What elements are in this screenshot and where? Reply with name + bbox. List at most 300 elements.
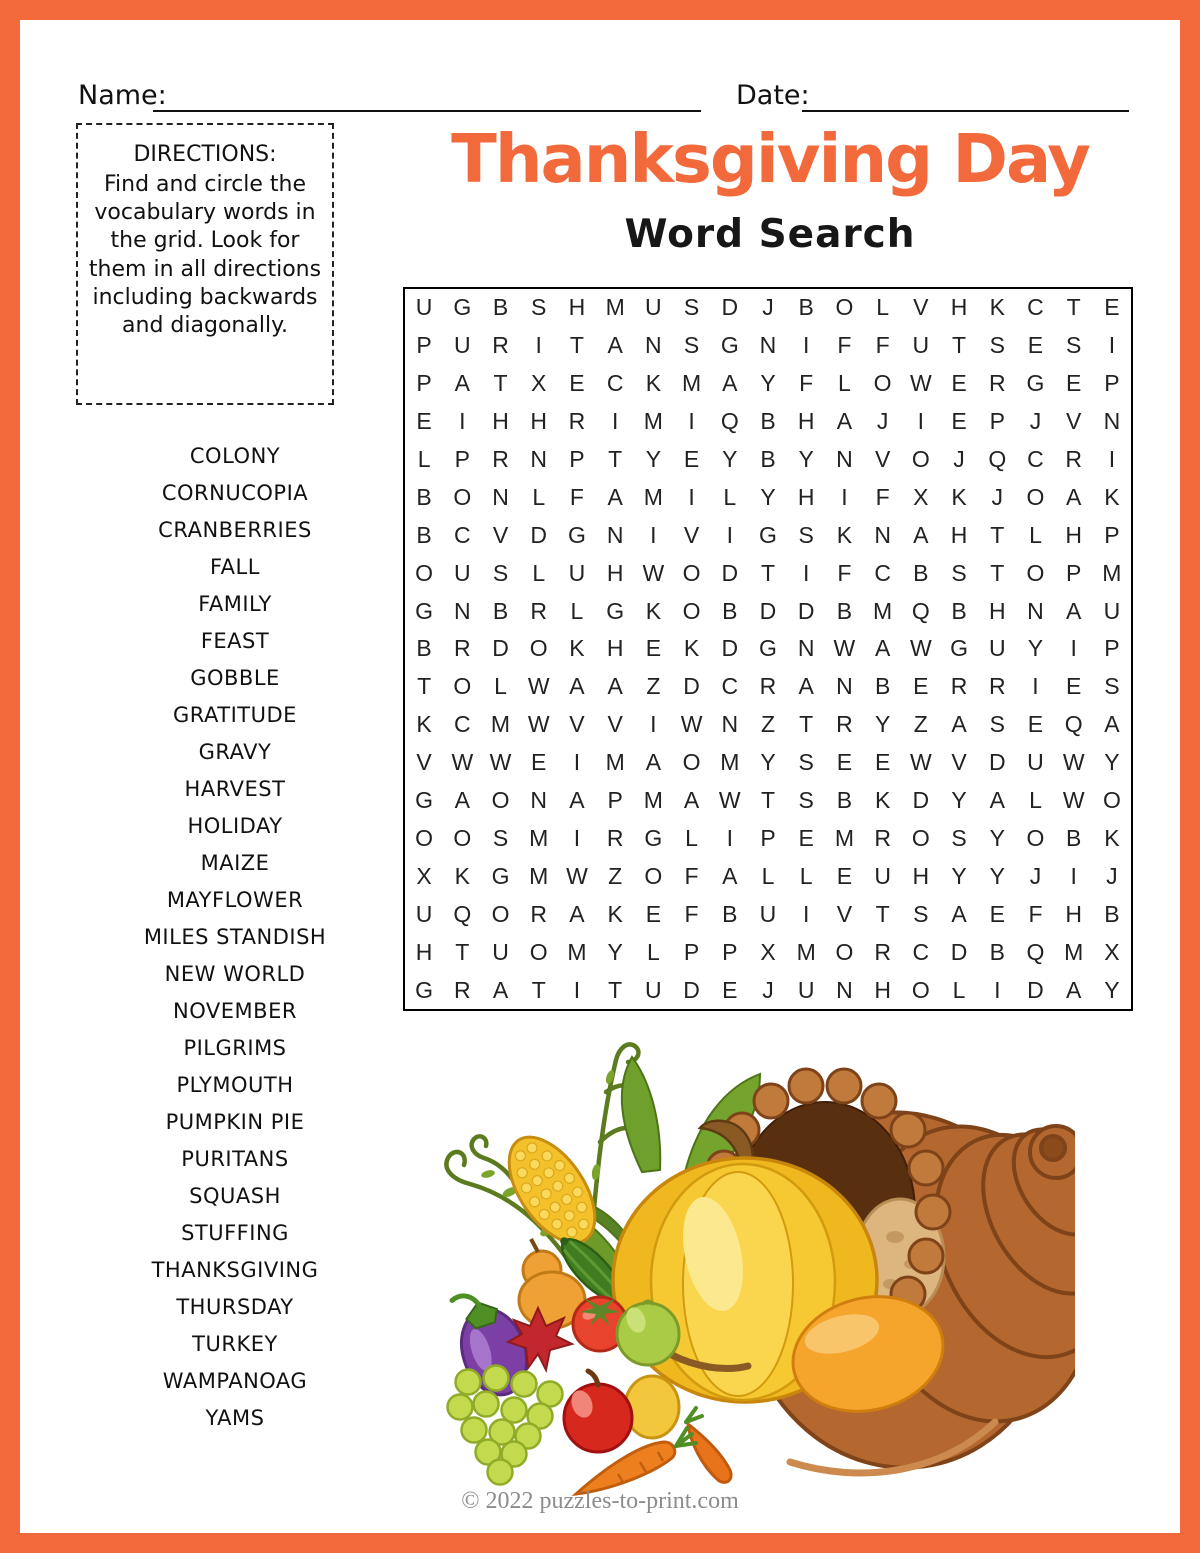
grid-cell[interactable]: L xyxy=(723,483,737,510)
grid-cell[interactable]: L xyxy=(570,597,584,624)
grid-cell[interactable]: T xyxy=(952,332,967,359)
grid-cell[interactable]: Y xyxy=(760,749,776,776)
grid-cell[interactable]: U xyxy=(453,559,471,586)
grid-cell[interactable]: G xyxy=(606,597,625,624)
grid-cell[interactable]: O xyxy=(911,824,930,851)
grid-cell[interactable]: O xyxy=(835,938,854,965)
grid-cell[interactable]: T xyxy=(760,559,776,586)
grid-cell[interactable]: G xyxy=(415,976,434,1003)
grid-cell[interactable]: C xyxy=(874,559,891,586)
grid-cell[interactable]: N xyxy=(453,597,471,624)
grid-cell[interactable]: I xyxy=(841,483,848,510)
grid-cell[interactable]: M xyxy=(1064,938,1084,965)
grid-cell[interactable]: H xyxy=(950,521,968,548)
grid-cell[interactable]: B xyxy=(913,559,929,586)
grid-cell[interactable]: A xyxy=(1104,711,1120,738)
grid-cell[interactable]: V xyxy=(569,711,585,738)
grid-cell[interactable]: D xyxy=(683,673,700,700)
grid-cell[interactable]: E xyxy=(1066,673,1082,700)
grid-cell[interactable]: N xyxy=(874,521,891,548)
grid-cell[interactable]: F xyxy=(684,862,699,889)
grid-cell[interactable]: T xyxy=(455,938,470,965)
grid-cell[interactable]: S xyxy=(798,749,814,776)
grid-cell[interactable]: Y xyxy=(645,446,662,473)
grid-cell[interactable]: U xyxy=(415,900,433,927)
grid-cell[interactable]: W xyxy=(1062,787,1085,814)
grid-cell[interactable]: Z xyxy=(646,673,661,700)
grid-cell[interactable]: Y xyxy=(1027,635,1044,662)
grid-cell[interactable]: F xyxy=(684,900,699,927)
grid-cell[interactable]: F xyxy=(837,332,852,359)
grid-cell[interactable]: T xyxy=(799,711,814,738)
grid-cell[interactable]: L xyxy=(1029,787,1042,814)
grid-cell[interactable]: Y xyxy=(760,370,776,397)
grid-cell[interactable]: X xyxy=(1104,938,1120,965)
grid-cell[interactable]: U xyxy=(1027,749,1044,776)
grid-cell[interactable]: E xyxy=(1027,711,1044,738)
grid-cell[interactable]: N xyxy=(759,332,777,359)
grid-cell[interactable]: G xyxy=(1026,370,1045,397)
grid-cell[interactable]: E xyxy=(951,370,967,397)
grid-cell[interactable]: S xyxy=(989,332,1005,359)
grid-cell[interactable]: P xyxy=(1104,521,1120,548)
grid-cell[interactable]: O xyxy=(1026,559,1045,586)
grid-cell[interactable]: R xyxy=(988,370,1006,397)
grid-cell[interactable]: O xyxy=(491,787,510,814)
grid-cell[interactable]: W xyxy=(909,635,932,662)
grid-cell[interactable]: M xyxy=(529,862,549,889)
grid-cell[interactable]: E xyxy=(874,749,891,776)
grid-cell[interactable]: G xyxy=(415,787,434,814)
grid-cell[interactable]: V xyxy=(492,521,509,548)
grid-cell[interactable]: P xyxy=(1066,559,1082,586)
grid-cell[interactable]: B xyxy=(1066,824,1082,851)
grid-cell[interactable]: M xyxy=(605,749,625,776)
grid-cell[interactable]: J xyxy=(1029,408,1042,435)
grid-cell[interactable]: A xyxy=(722,370,738,397)
grid-cell[interactable]: C xyxy=(1027,446,1044,473)
grid-cell[interactable]: N xyxy=(492,483,509,510)
grid-cell[interactable]: I xyxy=(1070,862,1077,889)
grid-cell[interactable]: R xyxy=(453,976,471,1003)
grid-cell[interactable]: P xyxy=(569,446,585,473)
grid-cell[interactable]: N xyxy=(836,446,853,473)
grid-cell[interactable]: T xyxy=(531,976,546,1003)
grid-cell[interactable]: E xyxy=(531,749,547,776)
grid-cell[interactable]: O xyxy=(453,483,472,510)
grid-cell[interactable]: I xyxy=(803,332,810,359)
grid-cell[interactable]: D xyxy=(492,635,509,662)
grid-cell[interactable]: A xyxy=(607,332,623,359)
grid-cell[interactable]: M xyxy=(796,938,816,965)
grid-cell[interactable]: O xyxy=(415,824,434,851)
grid-cell[interactable]: R xyxy=(568,408,586,435)
grid-cell[interactable]: Y xyxy=(1104,749,1120,776)
grid-cell[interactable]: C xyxy=(912,938,930,965)
grid-cell[interactable]: R xyxy=(530,597,548,624)
grid-cell[interactable]: U xyxy=(1103,597,1121,624)
grid-cell[interactable]: T xyxy=(569,332,584,359)
grid-cell[interactable]: H xyxy=(988,597,1006,624)
grid-cell[interactable]: K xyxy=(416,711,432,738)
grid-cell[interactable]: K xyxy=(645,370,662,397)
grid-cell[interactable]: V xyxy=(607,711,623,738)
grid-cell[interactable]: W xyxy=(909,749,932,776)
grid-cell[interactable]: M xyxy=(529,824,549,851)
grid-cell[interactable]: I xyxy=(1108,332,1116,359)
grid-cell[interactable]: O xyxy=(682,559,701,586)
grid-cell[interactable]: D xyxy=(683,976,700,1003)
grid-cell[interactable]: G xyxy=(491,862,510,889)
grid-cell[interactable]: I xyxy=(726,521,733,548)
grid-cell[interactable]: C xyxy=(721,673,739,700)
grid-cell[interactable]: P xyxy=(989,408,1005,435)
date-input-line[interactable] xyxy=(802,82,1129,112)
grid-cell[interactable]: O xyxy=(529,635,548,662)
grid-cell[interactable]: K xyxy=(1104,824,1120,851)
grid-cell[interactable]: W xyxy=(833,635,856,662)
grid-cell[interactable]: H xyxy=(568,294,586,321)
grid-cell[interactable]: I xyxy=(650,521,657,548)
grid-cell[interactable]: D xyxy=(797,597,815,624)
grid-cell[interactable]: A xyxy=(454,370,470,397)
grid-cell[interactable]: R xyxy=(606,824,624,851)
grid-cell[interactable]: S xyxy=(798,787,814,814)
grid-cell[interactable]: A xyxy=(989,787,1005,814)
grid-cell[interactable]: H xyxy=(1065,900,1082,927)
grid-cell[interactable]: H xyxy=(950,294,968,321)
grid-cell[interactable]: L xyxy=(417,446,431,473)
grid-cell[interactable]: H xyxy=(912,862,930,889)
grid-cell[interactable]: L xyxy=(838,370,851,397)
grid-cell[interactable]: N xyxy=(836,673,853,700)
grid-cell[interactable]: Q xyxy=(911,597,930,624)
grid-cell[interactable]: K xyxy=(874,787,891,814)
grid-cell[interactable]: M xyxy=(720,749,740,776)
grid-cell[interactable]: F xyxy=(799,370,814,397)
grid-cell[interactable]: A xyxy=(454,787,470,814)
grid-cell[interactable]: E xyxy=(683,446,700,473)
grid-cell[interactable]: Z xyxy=(608,862,623,889)
grid-cell[interactable]: P xyxy=(722,938,738,965)
grid-cell[interactable]: F xyxy=(875,483,890,510)
grid-cell[interactable]: S xyxy=(492,824,509,851)
grid-cell[interactable]: F xyxy=(875,332,890,359)
grid-cell[interactable]: Q xyxy=(453,900,472,927)
grid-cell[interactable]: C xyxy=(1027,294,1044,321)
grid-cell[interactable]: M xyxy=(643,408,663,435)
grid-cell[interactable]: B xyxy=(492,597,509,624)
grid-cell[interactable]: A xyxy=(836,408,853,435)
grid-cell[interactable]: F xyxy=(569,483,584,510)
grid-cell[interactable]: V xyxy=(683,521,700,548)
grid-cell[interactable]: K xyxy=(569,635,585,662)
grid-cell[interactable]: I xyxy=(688,483,695,510)
grid-cell[interactable]: L xyxy=(532,559,546,586)
grid-cell[interactable]: V xyxy=(416,749,432,776)
grid-cell[interactable]: I xyxy=(917,408,925,435)
grid-cell[interactable]: T xyxy=(608,446,623,473)
grid-cell[interactable]: A xyxy=(1066,483,1082,510)
grid-cell[interactable]: A xyxy=(645,749,662,776)
grid-cell[interactable]: H xyxy=(797,408,815,435)
grid-cell[interactable]: R xyxy=(492,332,509,359)
grid-cell[interactable]: A xyxy=(683,787,700,814)
grid-cell[interactable]: U xyxy=(415,294,433,321)
grid-cell[interactable]: A xyxy=(722,862,738,889)
grid-cell[interactable]: R xyxy=(988,673,1006,700)
grid-cell[interactable]: E xyxy=(836,862,853,889)
grid-cell[interactable]: M xyxy=(834,824,854,851)
grid-cell[interactable]: D xyxy=(721,294,739,321)
grid-cell[interactable]: P xyxy=(416,370,432,397)
grid-cell[interactable]: U xyxy=(645,294,662,321)
grid-cell[interactable]: R xyxy=(530,900,548,927)
grid-cell[interactable]: A xyxy=(951,711,967,738)
grid-cell[interactable]: G xyxy=(759,521,777,548)
grid-cell[interactable]: L xyxy=(646,938,660,965)
grid-cell[interactable]: R xyxy=(874,824,891,851)
grid-cell[interactable]: R xyxy=(453,635,471,662)
grid-cell[interactable]: O xyxy=(1102,787,1121,814)
name-input-line[interactable] xyxy=(153,82,701,112)
grid-cell[interactable]: S xyxy=(1104,673,1120,700)
grid-cell[interactable]: E xyxy=(645,635,662,662)
grid-cell[interactable]: H xyxy=(492,408,509,435)
grid-cell[interactable]: C xyxy=(453,711,471,738)
grid-cell[interactable]: B xyxy=(416,483,432,510)
grid-cell[interactable]: R xyxy=(1065,446,1082,473)
grid-cell[interactable]: J xyxy=(762,294,774,321)
grid-cell[interactable]: W xyxy=(718,787,741,814)
grid-cell[interactable]: O xyxy=(682,597,701,624)
grid-cell[interactable]: L xyxy=(532,483,546,510)
grid-cell[interactable]: T xyxy=(417,673,432,700)
grid-cell[interactable]: G xyxy=(950,635,968,662)
grid-cell[interactable]: C xyxy=(453,521,471,548)
grid-cell[interactable]: U xyxy=(912,332,930,359)
grid-cell[interactable]: D xyxy=(950,938,968,965)
grid-cell[interactable]: B xyxy=(760,446,776,473)
grid-cell[interactable]: I xyxy=(803,559,810,586)
grid-cell[interactable]: P xyxy=(454,446,470,473)
grid-cell[interactable]: I xyxy=(994,976,1001,1003)
grid-cell[interactable]: E xyxy=(836,749,853,776)
grid-cell[interactable]: Q xyxy=(1064,711,1083,738)
grid-cell[interactable]: G xyxy=(720,332,739,359)
grid-cell[interactable]: X xyxy=(416,862,432,889)
grid-cell[interactable]: A xyxy=(492,976,509,1003)
grid-cell[interactable]: L xyxy=(799,862,813,889)
grid-cell[interactable]: Q xyxy=(720,408,739,435)
grid-cell[interactable]: H xyxy=(606,559,624,586)
grid-cell[interactable]: Q xyxy=(1026,938,1045,965)
grid-cell[interactable]: J xyxy=(762,976,774,1003)
grid-cell[interactable]: B xyxy=(416,521,432,548)
grid-cell[interactable]: A xyxy=(607,673,623,700)
grid-cell[interactable]: T xyxy=(493,370,508,397)
grid-cell[interactable]: O xyxy=(1026,824,1045,851)
grid-cell[interactable]: E xyxy=(1027,332,1044,359)
grid-cell[interactable]: M xyxy=(643,483,663,510)
grid-cell[interactable]: B xyxy=(836,787,853,814)
grid-cell[interactable]: M xyxy=(490,711,511,738)
grid-cell[interactable]: F xyxy=(1028,900,1043,927)
grid-cell[interactable]: Y xyxy=(722,446,738,473)
grid-cell[interactable]: Y xyxy=(874,711,891,738)
grid-cell[interactable]: Z xyxy=(760,711,776,738)
grid-cell[interactable]: D xyxy=(988,749,1006,776)
grid-cell[interactable]: P xyxy=(607,787,623,814)
grid-cell[interactable]: A xyxy=(1066,976,1082,1003)
grid-cell[interactable]: K xyxy=(1104,483,1120,510)
grid-cell[interactable]: L xyxy=(952,976,966,1003)
grid-cell[interactable]: D xyxy=(721,635,739,662)
grid-cell[interactable]: N xyxy=(530,787,548,814)
grid-cell[interactable]: B xyxy=(416,635,432,662)
grid-cell[interactable]: S xyxy=(683,332,700,359)
grid-cell[interactable]: O xyxy=(835,294,854,321)
grid-cell[interactable]: L xyxy=(876,294,890,321)
grid-cell[interactable]: I xyxy=(726,824,733,851)
grid-cell[interactable]: Y xyxy=(989,862,1005,889)
grid-cell[interactable]: L xyxy=(685,824,698,851)
grid-cell[interactable]: O xyxy=(873,370,892,397)
grid-cell[interactable]: H xyxy=(415,938,433,965)
grid-cell[interactable]: K xyxy=(607,900,623,927)
grid-cell[interactable]: R xyxy=(874,938,891,965)
grid-cell[interactable]: D xyxy=(530,521,548,548)
grid-cell[interactable]: E xyxy=(645,900,662,927)
grid-cell[interactable]: U xyxy=(492,938,509,965)
grid-cell[interactable]: D xyxy=(1027,976,1044,1003)
grid-cell[interactable]: K xyxy=(645,597,662,624)
grid-cell[interactable]: N xyxy=(797,635,815,662)
grid-cell[interactable]: E xyxy=(913,673,929,700)
grid-cell[interactable]: O xyxy=(529,938,548,965)
grid-cell[interactable]: T xyxy=(990,521,1005,548)
grid-cell[interactable]: I xyxy=(1070,635,1077,662)
grid-cell[interactable]: B xyxy=(798,294,814,321)
grid-cell[interactable]: W xyxy=(1062,749,1085,776)
grid-cell[interactable]: S xyxy=(989,711,1005,738)
grid-cell[interactable]: W xyxy=(527,711,550,738)
grid-cell[interactable]: W xyxy=(527,673,550,700)
grid-cell[interactable]: M xyxy=(643,787,663,814)
grid-cell[interactable]: G xyxy=(759,635,777,662)
grid-cell[interactable]: T xyxy=(875,900,890,927)
grid-cell[interactable]: V xyxy=(913,294,929,321)
grid-cell[interactable]: X xyxy=(760,938,776,965)
grid-cell[interactable]: K xyxy=(951,483,967,510)
grid-cell[interactable]: T xyxy=(990,559,1005,586)
grid-cell[interactable]: E xyxy=(416,408,432,435)
grid-cell[interactable]: O xyxy=(453,673,472,700)
grid-cell[interactable]: A xyxy=(569,787,585,814)
grid-cell[interactable]: I xyxy=(688,408,695,435)
grid-cell[interactable]: H xyxy=(530,408,548,435)
grid-cell[interactable]: K xyxy=(836,521,853,548)
grid-cell[interactable]: D xyxy=(721,559,739,586)
grid-cell[interactable]: N xyxy=(1103,408,1121,435)
grid-cell[interactable]: Y xyxy=(1104,976,1120,1003)
grid-cell[interactable]: N xyxy=(836,976,853,1003)
grid-cell[interactable]: E xyxy=(951,408,967,435)
grid-cell[interactable]: A xyxy=(874,635,891,662)
grid-cell[interactable]: B xyxy=(722,900,738,927)
grid-cell[interactable]: M xyxy=(873,597,893,624)
grid-cell[interactable]: B xyxy=(836,597,853,624)
grid-cell[interactable]: O xyxy=(491,900,510,927)
grid-cell[interactable]: W xyxy=(680,711,703,738)
grid-cell[interactable]: B xyxy=(1104,900,1120,927)
grid-cell[interactable]: E xyxy=(1104,294,1120,321)
grid-cell[interactable]: M xyxy=(1102,559,1122,586)
grid-cell[interactable]: W xyxy=(566,862,588,889)
grid-cell[interactable]: A xyxy=(798,673,814,700)
grid-cell[interactable]: V xyxy=(836,900,853,927)
grid-cell[interactable]: H xyxy=(606,635,624,662)
grid-cell[interactable]: P xyxy=(416,332,432,359)
grid-cell[interactable]: S xyxy=(951,824,967,851)
grid-cell[interactable]: X xyxy=(913,483,929,510)
grid-cell[interactable]: G xyxy=(567,521,586,548)
grid-cell[interactable]: B xyxy=(722,597,738,624)
grid-cell[interactable]: U xyxy=(797,976,815,1003)
grid-cell[interactable]: W xyxy=(642,559,665,586)
grid-cell[interactable]: O xyxy=(453,824,472,851)
grid-cell[interactable]: U xyxy=(645,976,662,1003)
grid-cell[interactable]: T xyxy=(1066,294,1081,321)
grid-cell[interactable]: Y xyxy=(760,483,776,510)
grid-cell[interactable]: O xyxy=(911,446,930,473)
grid-cell[interactable]: N xyxy=(645,332,662,359)
grid-cell[interactable]: G xyxy=(453,294,472,321)
grid-cell[interactable]: U xyxy=(988,635,1006,662)
grid-cell[interactable]: J xyxy=(1029,862,1042,889)
grid-cell[interactable]: Y xyxy=(989,824,1005,851)
grid-cell[interactable]: I xyxy=(650,711,657,738)
grid-cell[interactable]: Y xyxy=(798,446,814,473)
grid-cell[interactable]: A xyxy=(607,483,623,510)
grid-cell[interactable]: V xyxy=(1066,408,1082,435)
grid-cell[interactable]: L xyxy=(761,862,775,889)
grid-cell[interactable]: O xyxy=(682,749,701,776)
grid-cell[interactable]: K xyxy=(989,294,1005,321)
grid-cell[interactable]: S xyxy=(913,900,929,927)
grid-cell[interactable]: J xyxy=(876,408,889,435)
grid-cell[interactable]: I xyxy=(573,824,581,851)
grid-cell[interactable]: G xyxy=(415,597,434,624)
grid-cell[interactable]: A xyxy=(951,900,967,927)
grid-cell[interactable]: W xyxy=(489,749,512,776)
grid-cell[interactable]: M xyxy=(605,294,625,321)
grid-cell[interactable]: U xyxy=(453,332,471,359)
grid-cell[interactable]: S xyxy=(798,521,814,548)
grid-cell[interactable]: W xyxy=(909,370,932,397)
grid-cell[interactable]: I xyxy=(611,408,619,435)
grid-cell[interactable]: N xyxy=(606,521,624,548)
grid-cell[interactable]: X xyxy=(531,370,547,397)
grid-cell[interactable]: Y xyxy=(951,787,967,814)
grid-cell[interactable]: U xyxy=(568,559,586,586)
grid-cell[interactable]: L xyxy=(1029,521,1042,548)
grid-cell[interactable]: I xyxy=(459,408,466,435)
grid-cell[interactable]: E xyxy=(989,900,1005,927)
grid-cell[interactable]: P xyxy=(1104,370,1120,397)
grid-cell[interactable]: S xyxy=(683,294,700,321)
grid-cell[interactable]: E xyxy=(569,370,585,397)
